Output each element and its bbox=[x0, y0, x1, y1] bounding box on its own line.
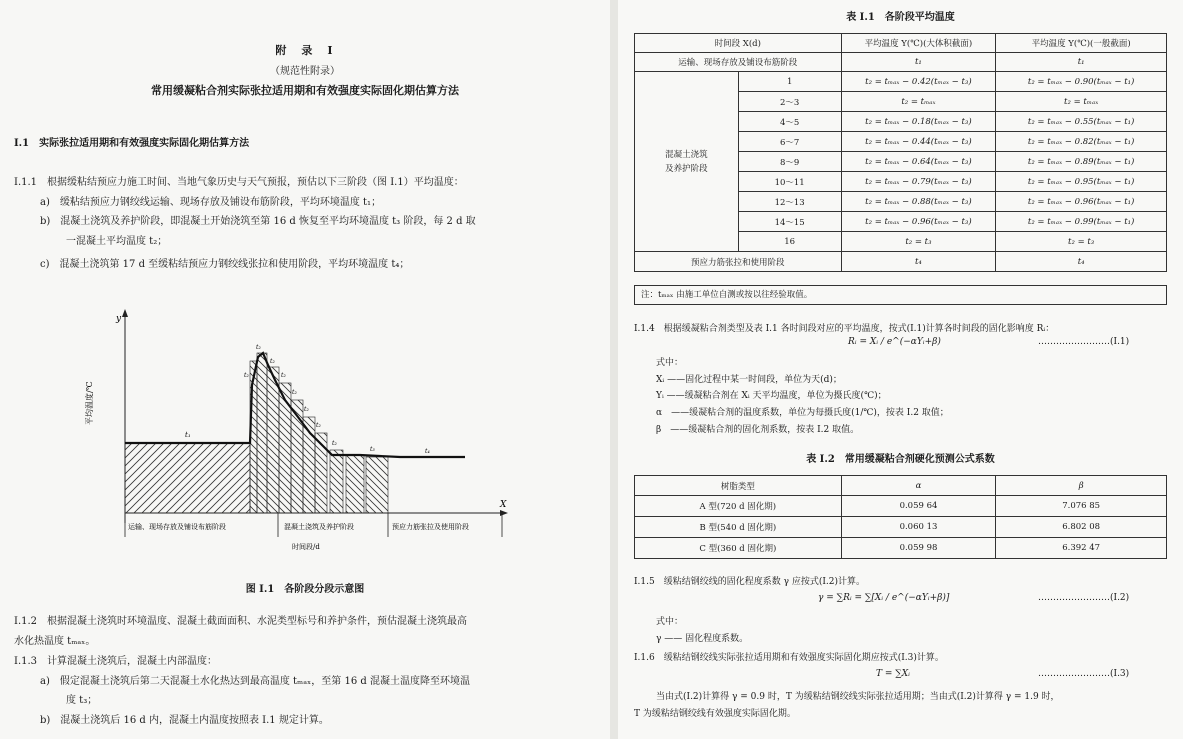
clause-i11-b: b) 混凝土浇筑及养护阶段，即混凝土开始浇筑至第 16 d 恢复至平均环境温度 t₃ 阶段，每 2 d 取 bbox=[40, 216, 476, 227]
clause-i12-cont: 水化热温度 tₘₐₓ。 bbox=[14, 636, 96, 647]
stage3-label: 预应力筋张拉及使用阶段 bbox=[392, 523, 469, 531]
label-t1: t₁ bbox=[185, 431, 191, 439]
right-page bbox=[618, 0, 1183, 739]
equation-i2: γ = ∑Rᵢ = ∑[Xᵢ / e^(−αYᵢ+β)] bbox=[818, 593, 950, 603]
table1-note: 注：tₘₐₓ 由施工单位自测或按以往经验取值。 bbox=[634, 285, 1167, 305]
clause-i12: I.1.2 根据混凝土浇筑时环境温度、混凝土截面面积、水泥类型标号和养护条件，预估混凝土浇筑最高 bbox=[14, 616, 468, 627]
table1-row: 4～5 t₂ = tₘₐₓ − 0.18(tₘₐₓ − t₃) t₂ = tₘₐₓ − 0.55(tₘₐₓ − t₁) bbox=[635, 112, 1167, 132]
clause-i11-a: a) 缓粘结预应力钢绞线运输、现场存放及铺设布筋阶段，平均环境温度 t₁； bbox=[40, 197, 382, 208]
clause-i11-b-cont: 一混凝土平均温度 t₂； bbox=[66, 236, 168, 247]
table1 bbox=[634, 33, 1167, 272]
clause-i13-a-cont: 度 t₃； bbox=[66, 695, 98, 706]
table1-row: 6～7 t₂ = tₘₐₓ − 0.44(tₘₐₓ − t₃) t₂ = tₘₐₓ − 0.82(tₘₐₓ − t₁) bbox=[635, 132, 1167, 152]
clause-i14: I.1.4 根据缓凝粘合剂类型及表 I.1 各时间段对应的平均温度，按式(I.1)计算各时间段的固化影响度 Rᵢ： bbox=[634, 324, 1055, 334]
clause-i15: I.1.5 缓粘结钢绞线的固化程度系数 γ 应按式(I.2)计算。 bbox=[634, 577, 865, 587]
stage1-area bbox=[125, 443, 250, 513]
label-t2-rise: t₂ bbox=[244, 372, 249, 379]
y-axis-label: 平均温度/℃ bbox=[85, 381, 94, 425]
table1-title: 表 I.1 各阶段平均温度 bbox=[846, 12, 955, 23]
clause-i11-c: c) 混凝土浇筑第 17 d 至缓粘结预应力钢绞线张拉和使用阶段，平均环境温度 t₄； bbox=[40, 259, 410, 270]
table2-row: B 型(540 d 固化期) 0.060 13 6.802 08 bbox=[635, 517, 1167, 538]
stage-temperature-figure bbox=[70, 305, 540, 555]
table1-header-row bbox=[635, 34, 1167, 53]
y-axis-arrow bbox=[122, 309, 128, 317]
equation-i1-number: ……………………(I.1) bbox=[1038, 337, 1130, 347]
table2-title: 表 I.2 常用缓凝粘合剂硬化预测公式系数 bbox=[806, 454, 995, 465]
label-t3: t₃ bbox=[370, 446, 375, 453]
conclusion-line-1: 当由式(I.2)计算得 γ = 0.9 时，T 为缓粘结钢绞线实际张拉适用期；当由式(I.2)计算得 γ = 1.9 时， bbox=[656, 692, 1060, 702]
table2-header-row: 树脂类型 α β bbox=[635, 476, 1167, 496]
label-t2-e: t₂ bbox=[316, 422, 321, 429]
label-t4: t₄ bbox=[425, 448, 430, 455]
equation-i3-number: ……………………(I.3) bbox=[1038, 669, 1130, 679]
y-axis-letter: y bbox=[116, 314, 122, 324]
table1-row: 14～15 t₂ = tₘₐₓ − 0.96(tₘₐₓ − t₃) t₂ = tₘₐₓ − 0.99(tₘₐₓ − t₁) bbox=[635, 212, 1167, 232]
x-axis-letter: X bbox=[500, 500, 507, 510]
where-label-1: 式中： bbox=[656, 358, 684, 368]
table1-header-period: 时间段 X(d) bbox=[635, 34, 842, 53]
table1-row: 12～13 t₂ = tₘₐₓ − 0.88(tₘₐₓ − t₃) t₂ = tₘₐₓ − 0.96(tₘₐₓ − t₁) bbox=[635, 192, 1167, 212]
stage2-bars bbox=[250, 353, 388, 513]
table2 bbox=[634, 475, 1167, 559]
table1-row: 8～9 t₂ = tₘₐₓ − 0.64(tₘₐₓ − t₃) t₂ = tₘₐₓ − 0.89(tₘₐₓ − t₁) bbox=[635, 152, 1167, 172]
table1-row: 2～3 t₂ = tₘₐₓ t₂ = tₘₐₓ bbox=[635, 92, 1167, 112]
clause-i13: I.1.3 计算混凝土浇筑后，混凝土内部温度： bbox=[14, 656, 218, 667]
label-t2-d: t₂ bbox=[304, 406, 309, 413]
x-axis-label: 时间段/d bbox=[292, 543, 320, 551]
figure-caption: 图 I.1 各阶段分段示意图 bbox=[245, 584, 365, 595]
table1-row: 运输、现场存放及铺设布筋阶段 t₁ t₁ bbox=[635, 53, 1167, 72]
conclusion-line-2: T 为缓粘结钢绞线有效强度实际固化期。 bbox=[634, 709, 796, 719]
table2-row: C 型(360 d 固化期) 0.059 98 6.392 47 bbox=[635, 538, 1167, 559]
table1-row: 10～11 t₂ = tₘₐₓ − 0.79(tₘₐₓ − t₃) t₂ = tₘₐₓ − 0.95(tₘₐₓ − t₁) bbox=[635, 172, 1167, 192]
stage2-label: 混凝土浇筑及养护阶段 bbox=[284, 523, 354, 531]
equation-i2-number: ……………………(I.2) bbox=[1038, 593, 1130, 603]
table1-header-general: 平均温度 Y(℃)(一般截面) bbox=[996, 34, 1167, 53]
definition-alpha: α ——缓凝粘合剂的温度系数，单位为每摄氏度(1/℃)，按表 I.2 取值； bbox=[656, 408, 949, 418]
table1-header-mass: 平均温度 Y(℃)(大体积截面) bbox=[841, 34, 996, 53]
appendix-heading: 常用缓凝粘合剂实际张拉适用期和有效强度实际固化期估算方法 bbox=[151, 84, 459, 97]
clause-i13-b: b) 混凝土浇筑后 16 d 内，混凝土内温度按照表 I.1 规定计算。 bbox=[40, 715, 329, 726]
equation-i3: T = ∑Xᵢ bbox=[876, 669, 910, 679]
table2-row: A 型(720 d 固化期) 0.059 64 7.076 85 bbox=[635, 496, 1167, 517]
appendix-title: 附 录 I bbox=[275, 44, 335, 57]
section-heading: I.1 实际张拉适用期和有效强度实际固化期估算方法 bbox=[14, 138, 250, 149]
table1-row: 16 t₂ = t₃ t₂ = t₃ bbox=[635, 232, 1167, 252]
label-t2-a: t₂ bbox=[270, 358, 275, 365]
clause-i11: I.1.1 根据缓粘结预应力施工时间、当地气象历史与天气预报，预估以下三阶段（图 I.1）平均温度： bbox=[14, 177, 464, 188]
label-t2-b: t₂ bbox=[281, 372, 286, 379]
x-axis-arrow bbox=[500, 510, 508, 516]
clause-i16: I.1.6 缓粘结钢绞线实际张拉适用期和有效强度实际固化期应按式(I.3)计算。 bbox=[634, 653, 944, 663]
appendix-subtitle: （规范性附录） bbox=[270, 66, 340, 77]
table1-group-label: 混凝土浇筑 及养护阶段 bbox=[635, 72, 739, 252]
table1-row: 预应力筋张拉和使用阶段 t₄ t₄ bbox=[635, 252, 1167, 272]
page-gutter bbox=[610, 0, 618, 739]
definition-x: Xᵢ ——固化过程中某一时间段，单位为天(d)； bbox=[656, 375, 842, 385]
equation-i1: Rᵢ = Xᵢ / e^(−αYᵢ+β) bbox=[848, 337, 941, 347]
definition-y: Yᵢ ——缓凝粘合剂在 Xᵢ 天平均温度，单位为摄氏度(℃)； bbox=[656, 391, 887, 401]
definition-gamma: γ —— 固化程度系数。 bbox=[656, 634, 749, 644]
label-t2-c: t₂ bbox=[292, 389, 297, 396]
label-t2-peak: t₂ bbox=[256, 344, 261, 351]
clause-i13-a: a) 假定混凝土浇筑后第二天混凝土水化热达到最高温度 tₘₐₓ，至第 16 d 混凝土温度降至环境温 bbox=[40, 676, 470, 687]
stage1-label: 运输、现场存放及铺设布筋阶段 bbox=[128, 523, 226, 531]
label-t2-f: t₂ bbox=[332, 440, 337, 447]
where-label-2: 式中： bbox=[656, 617, 684, 627]
table1-row: 混凝土浇筑 及养护阶段 1 t₂ = tₘₐₓ − 0.42(tₘₐₓ − t₃) t₂ = tₘₐₓ − 0.90(tₘₐₓ − t₁) bbox=[635, 72, 1167, 92]
definition-beta: β ——缓凝粘合剂的固化剂系数，按表 I.2 取值。 bbox=[656, 425, 860, 435]
